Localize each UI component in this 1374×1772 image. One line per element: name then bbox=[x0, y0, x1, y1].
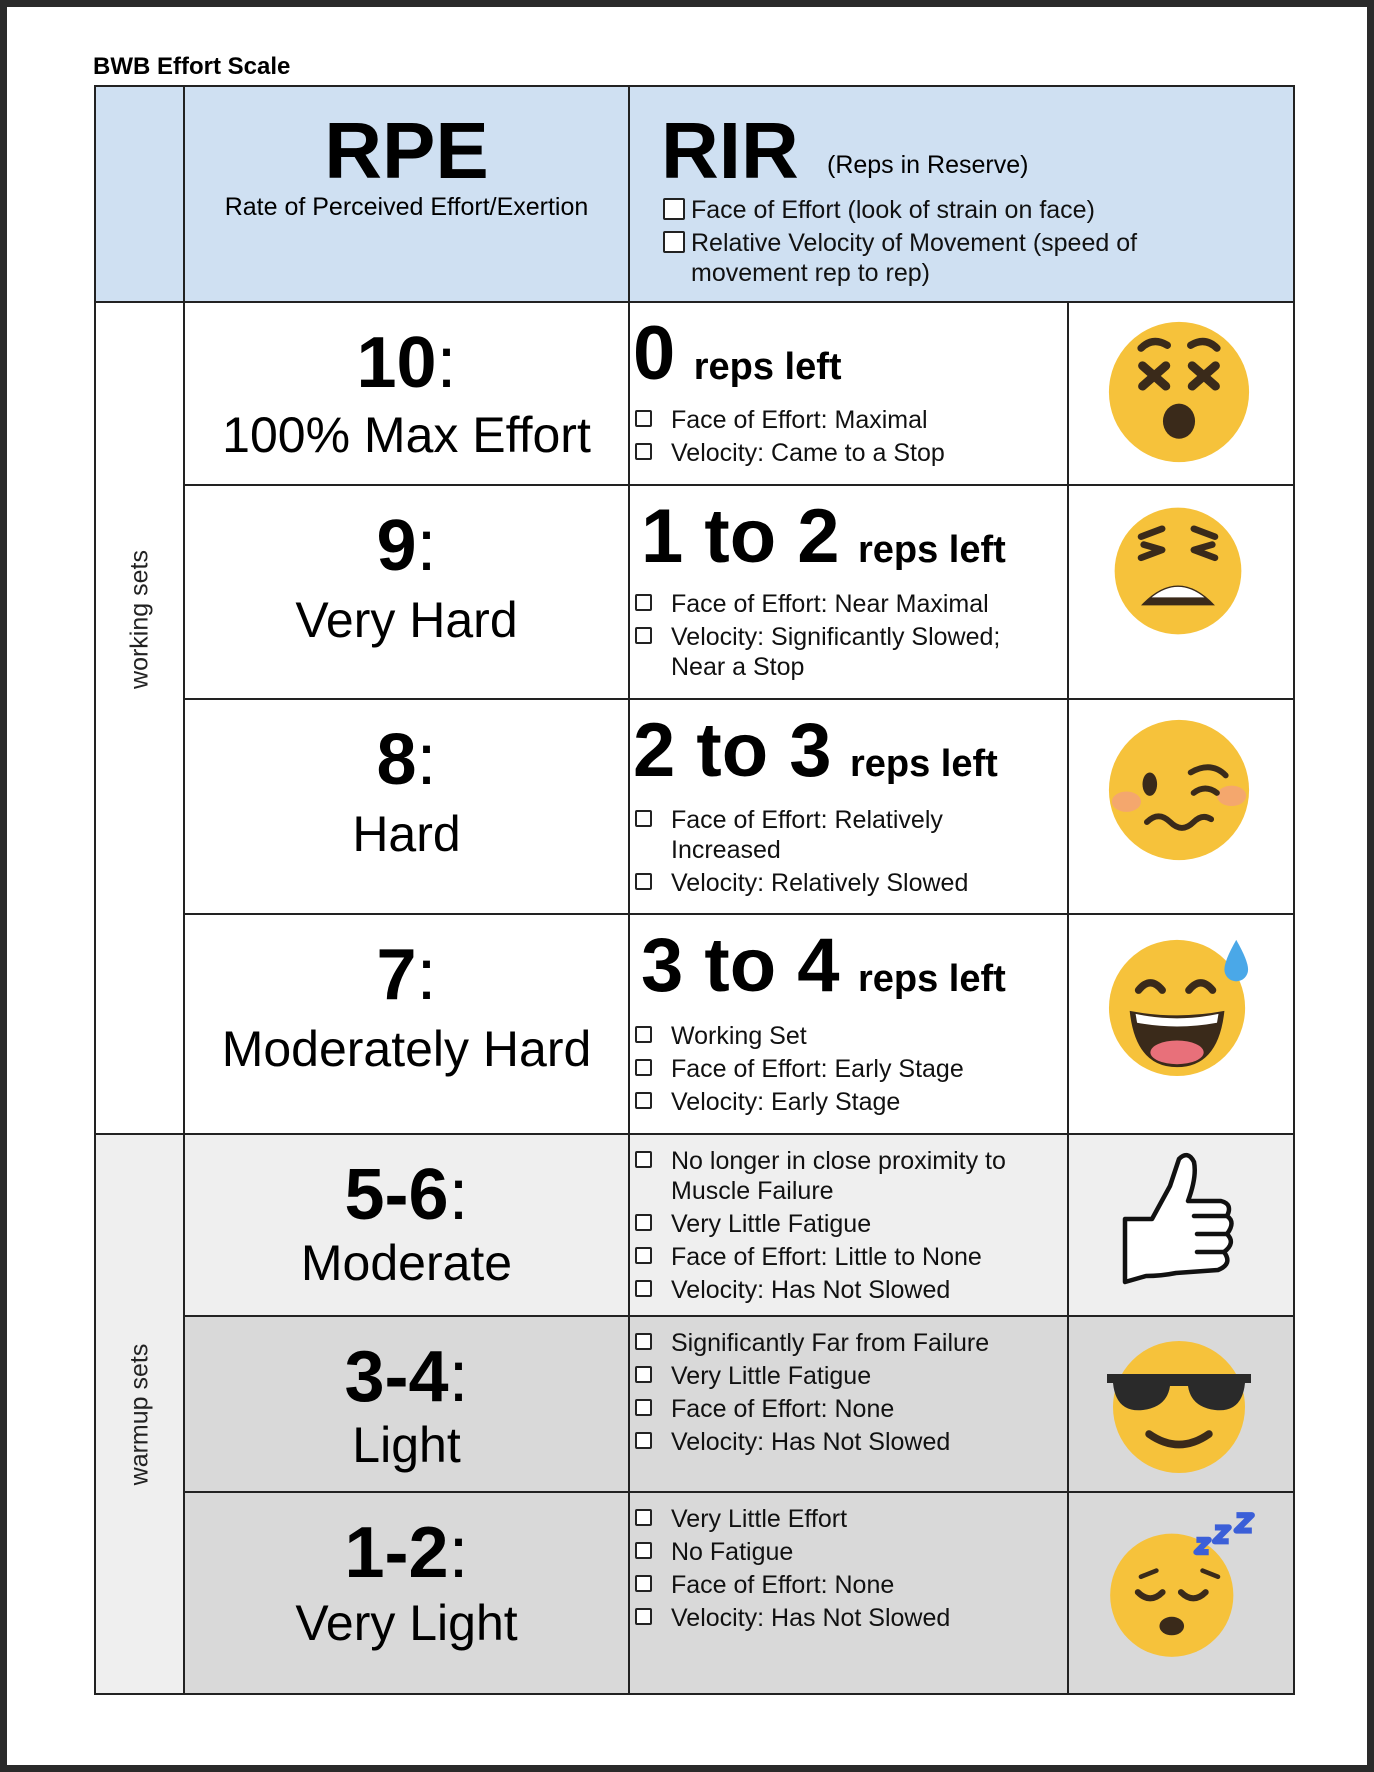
checklist-item: Very Little Fatigue bbox=[635, 1209, 1049, 1239]
document-page bbox=[7, 7, 1367, 1765]
rpe-header bbox=[184, 87, 629, 302]
rpe-description: Moderately Hard bbox=[221, 1021, 592, 1077]
checkbox[interactable] bbox=[635, 1151, 652, 1168]
rpe-cell-8: 8: Hard bbox=[184, 699, 629, 914]
rpe-cell-1-2: 1-2: Very Light bbox=[184, 1492, 629, 1693]
checklist-item: Relative Velocity of Movement (speed of movement rep to rep) bbox=[663, 228, 1233, 288]
working-sets-label: working sets bbox=[125, 550, 154, 689]
rpe-description: Very Light bbox=[295, 1595, 518, 1651]
checklist-item: Velocity: Has Not Slowed bbox=[635, 1275, 1049, 1305]
checkbox[interactable] bbox=[663, 231, 685, 253]
grid-line bbox=[183, 87, 185, 1693]
rir-header-checklist bbox=[663, 195, 1233, 291]
rir-cell-1-2 bbox=[629, 1492, 1069, 1693]
grid-line bbox=[184, 698, 1293, 700]
rpe-description: 100% Max Effort bbox=[222, 407, 591, 463]
rir-cell-5-6 bbox=[629, 1134, 1069, 1316]
grid-line bbox=[96, 1133, 1293, 1135]
rpe-cell-7: 7: Moderately Hard bbox=[184, 914, 629, 1134]
rir-checklist bbox=[635, 1146, 1049, 1308]
rpe-value: 10 bbox=[356, 323, 437, 403]
checkbox[interactable] bbox=[635, 1575, 652, 1592]
checklist-item: Significantly Far from Failure bbox=[635, 1328, 1065, 1358]
document-title: BWB Effort Scale bbox=[93, 53, 291, 80]
rpe-cell-9: 9: Very Hard bbox=[184, 485, 629, 699]
checklist-item: Working Set bbox=[635, 1021, 1065, 1051]
dizzy-face-icon bbox=[1106, 319, 1252, 465]
grid-line bbox=[1067, 302, 1069, 1693]
grid-line bbox=[184, 484, 1293, 486]
rir-cell-9 bbox=[629, 485, 1069, 699]
thumbs-up-icon bbox=[1116, 1147, 1236, 1297]
rpe-value: 7 bbox=[376, 935, 417, 1015]
checkbox[interactable] bbox=[663, 198, 685, 220]
rpe-title: RPE bbox=[324, 106, 489, 195]
rir-value: 3 to 4 bbox=[641, 923, 840, 1008]
rpe-cell-10: 10: 100% Max Effort bbox=[184, 302, 629, 485]
checklist-item: Face of Effort: Early Stage bbox=[635, 1054, 1065, 1084]
checkbox[interactable] bbox=[635, 1608, 652, 1625]
rir-label: reps left bbox=[693, 346, 842, 388]
rpe-cell-5-6: 5-6: Moderate bbox=[184, 1134, 629, 1316]
rir-checklist bbox=[635, 1328, 1065, 1460]
checkbox[interactable] bbox=[635, 410, 652, 427]
checklist-item: Face of Effort: Little to None bbox=[635, 1242, 1049, 1272]
grid-line bbox=[628, 87, 630, 1693]
checkbox[interactable] bbox=[635, 1214, 652, 1231]
rpe-value: 9 bbox=[376, 506, 417, 586]
rir-cell-7 bbox=[629, 914, 1069, 1134]
checkbox[interactable] bbox=[635, 1280, 652, 1297]
rir-value: 0 bbox=[633, 311, 676, 396]
checklist-item: Velocity: Significantly Slowed; Near a Stop bbox=[635, 622, 1049, 682]
checkbox[interactable] bbox=[635, 443, 652, 460]
grid-line bbox=[184, 1315, 1293, 1317]
rir-label: reps left bbox=[857, 529, 1006, 571]
checkbox[interactable] bbox=[635, 594, 652, 611]
rpe-description: Hard bbox=[352, 806, 461, 862]
checklist-item: Face of Effort: Near Maximal bbox=[635, 589, 1049, 619]
rir-label: reps left bbox=[849, 743, 998, 785]
checklist-item: No longer in close proximity to Muscle Failure bbox=[635, 1146, 1049, 1206]
checkbox[interactable] bbox=[635, 1059, 652, 1076]
checklist-item: Face of Effort: Maximal bbox=[635, 405, 1065, 435]
rir-label: reps left bbox=[857, 958, 1006, 1000]
checklist-item: Face of Effort: None bbox=[635, 1394, 1065, 1424]
rir-cell-8 bbox=[629, 699, 1069, 914]
effort-scale-table bbox=[94, 85, 1295, 1695]
rpe-cell-3-4: 3-4: Light bbox=[184, 1316, 629, 1492]
checkbox[interactable] bbox=[635, 1509, 652, 1526]
checkbox[interactable] bbox=[635, 1026, 652, 1043]
rpe-description: Moderate bbox=[300, 1235, 513, 1291]
rir-note: (Reps in Reserve) bbox=[827, 151, 1029, 179]
checklist-item: Velocity: Has Not Slowed bbox=[635, 1603, 1065, 1633]
rir-checklist bbox=[635, 805, 979, 901]
sweat-smile-icon bbox=[1106, 931, 1254, 1079]
checkbox[interactable] bbox=[635, 1366, 652, 1383]
checklist-item: Face of Effort: None bbox=[635, 1570, 1065, 1600]
sleeping-face-icon bbox=[1104, 1509, 1258, 1663]
checklist-item: Face of Effort (look of strain on face) bbox=[663, 195, 1233, 225]
checklist-item: Velocity: Early Stage bbox=[635, 1087, 1065, 1117]
checkbox[interactable] bbox=[635, 1333, 652, 1350]
checklist-item: Very Little Fatigue bbox=[635, 1361, 1065, 1391]
rpe-description: Very Hard bbox=[295, 592, 518, 648]
checklist-item: Velocity: Came to a Stop bbox=[635, 438, 1065, 468]
checkbox[interactable] bbox=[635, 627, 652, 644]
grid-line bbox=[184, 1491, 1293, 1493]
rpe-subtitle: Rate of Perceived Effort/Exertion bbox=[224, 193, 589, 221]
grid-line bbox=[184, 913, 1293, 915]
rir-checklist bbox=[635, 589, 1049, 685]
rir-cell-10 bbox=[629, 302, 1069, 485]
rir-value: 2 to 3 bbox=[633, 708, 832, 793]
rir-cell-3-4 bbox=[629, 1316, 1069, 1492]
rir-value: 1 to 2 bbox=[641, 494, 840, 579]
checkbox[interactable] bbox=[635, 1092, 652, 1109]
checkbox[interactable] bbox=[635, 810, 652, 827]
rir-checklist bbox=[635, 1504, 1065, 1636]
grid-line bbox=[96, 301, 1293, 303]
checkbox[interactable] bbox=[635, 1432, 652, 1449]
checklist-item: Velocity: Relatively Slowed bbox=[635, 868, 979, 898]
warmup-sets-label: warmup sets bbox=[125, 1343, 154, 1486]
rpe-value: 8 bbox=[376, 720, 417, 800]
checklist-item: No Fatigue bbox=[635, 1537, 1065, 1567]
checkbox[interactable] bbox=[635, 1247, 652, 1264]
weary-face-icon bbox=[1112, 505, 1244, 637]
checkbox[interactable] bbox=[635, 873, 652, 890]
rir-checklist bbox=[635, 1021, 1065, 1120]
checkbox[interactable] bbox=[635, 1542, 652, 1559]
checklist-item: Velocity: Has Not Slowed bbox=[635, 1427, 1065, 1457]
rir-checklist bbox=[635, 405, 1065, 471]
rir-header bbox=[629, 87, 1293, 302]
woozy-face-icon bbox=[1106, 717, 1252, 863]
checkbox[interactable] bbox=[635, 1399, 652, 1416]
rir-title: RIR bbox=[661, 106, 799, 195]
rpe-value: 5-6 bbox=[344, 1155, 449, 1235]
checklist-item: Very Little Effort bbox=[635, 1504, 1065, 1534]
rpe-value: 1-2 bbox=[344, 1513, 449, 1593]
rpe-value: 3-4 bbox=[344, 1337, 449, 1417]
sunglasses-face-icon bbox=[1104, 1329, 1254, 1479]
rpe-description: Light bbox=[352, 1417, 461, 1473]
checklist-item: Face of Effort: Relatively Increased bbox=[635, 805, 979, 865]
